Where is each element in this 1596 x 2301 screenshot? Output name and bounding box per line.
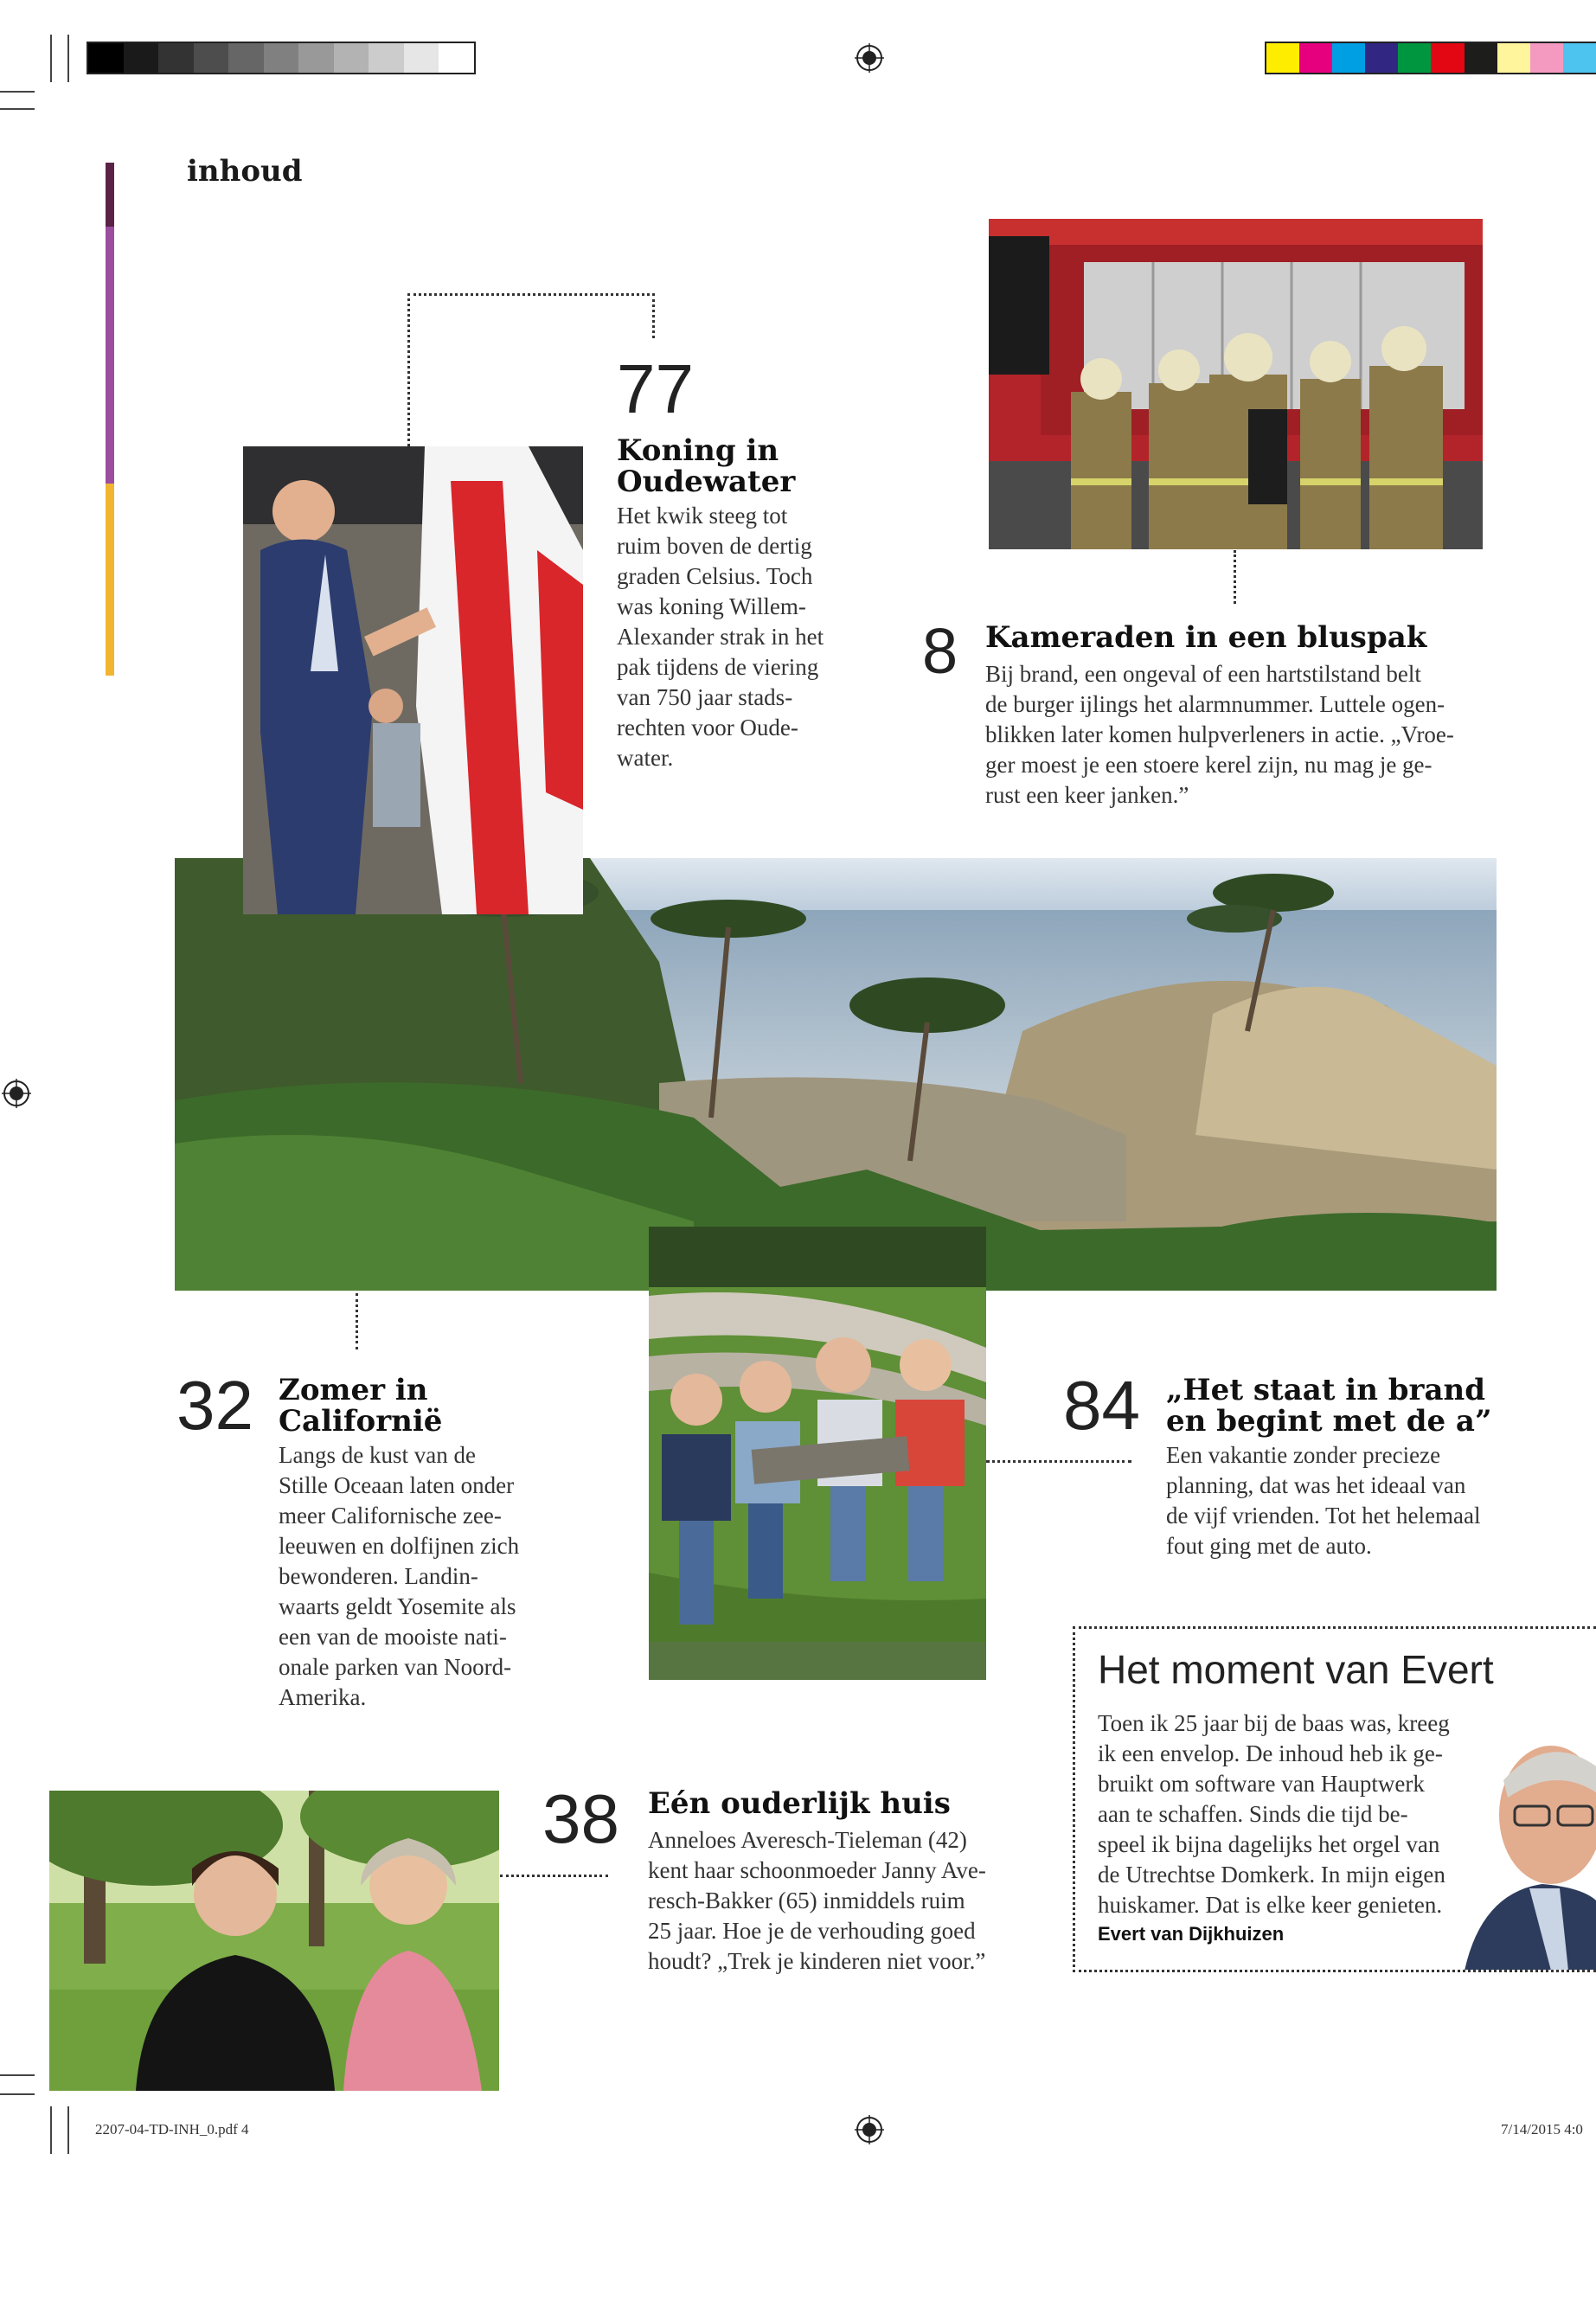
article-title: Kameraden in een bluspak: [985, 620, 1427, 655]
article-32[interactable]: [279, 1375, 564, 1713]
connector-line: [356, 1293, 358, 1349]
crop-mark: [50, 35, 52, 82]
registration-mark-icon: [855, 43, 884, 73]
article-title: „Het staat in brand en begint met de a”: [1166, 1373, 1492, 1439]
photo-five-friends: [649, 1227, 986, 1680]
footer-file: 2207-04-TD-INH_0.pdf 4: [95, 2121, 249, 2138]
footer-date: 7/14/2015 4:0: [1501, 2121, 1583, 2138]
photo-california-coast: [175, 858, 1497, 1291]
crop-mark: [0, 2074, 35, 2076]
connector-line: [500, 1875, 608, 1877]
crop-mark: [67, 2106, 69, 2154]
crop-mark: [0, 91, 35, 93]
photo-two-women: [49, 1791, 499, 2091]
section-label: inhoud: [187, 154, 303, 189]
article-body: Anneloes Averesch-Tieleman (42) kent haar schoonmoeder Janny Ave- resch-Bakker (65) inmiddels ruim 25 jaar. Hoe je de verhouding goed houdt? „Trek je kinderen niet voor.”: [648, 1826, 986, 1974]
article-84[interactable]: [1166, 1375, 1564, 1561]
page-number: 32: [176, 1367, 253, 1444]
photo-evert: [1447, 1711, 1596, 1971]
column-title: Het moment van Evert: [1098, 1647, 1494, 1692]
page-number: 8: [922, 615, 958, 687]
page-number: 84: [1063, 1367, 1140, 1444]
article-body: Langs de kust van de Stille Oceaan laten onder meer Californische zee- leeuwen en dolfijnen zich bewonderen. Landin- waarts geldt Yosemite als een van de mooiste nati- onale parken van Noord- Amerika.: [279, 1442, 520, 1711]
article-body: Het kwik steeg tot ruim boven de dertig graden Celsius. Toch was koning Willem- Alexander strak in het pak tijdens de viering van 750 jaar stads- rechten voor Oude- water.: [617, 503, 824, 772]
article-77[interactable]: [617, 350, 868, 773]
article-title: Zomer in Californië: [279, 1373, 443, 1439]
section-color-bar: [106, 163, 114, 676]
connector-line: [407, 293, 655, 296]
page-number: 77: [617, 350, 694, 427]
article-title: Eén ouderlijk huis: [648, 1786, 951, 1821]
color-bar: [1265, 42, 1596, 74]
article-title: Koning in Oudewater: [617, 433, 796, 499]
article-8[interactable]: [985, 620, 1504, 811]
article-body: Bij brand, een ongeval of een hartstilstand belt de burger ijlings het alarmnummer. Luttele ogen- blikken later komen hulpverleners in actie. „Vroe- ger moest je een stoere kerel zijn, nu mag je ge- rust een keer janken.”: [985, 660, 1454, 808]
connector-line: [407, 293, 410, 446]
page-number: 38: [542, 1780, 619, 1857]
crop-mark: [50, 2106, 52, 2154]
photo-firefighters: [989, 219, 1483, 549]
photo-king-oudewater: [243, 446, 583, 914]
crop-mark: [0, 2093, 35, 2095]
crop-mark: [0, 108, 35, 110]
article-38[interactable]: [648, 1786, 1046, 1977]
grayscale-bar: [87, 42, 476, 74]
article-body: Een vakantie zonder precieze planning, dat was het ideaal van de vijf vrienden. Tot het helemaal fout ging met de auto.: [1166, 1442, 1481, 1560]
column-body: Toen ik 25 jaar bij de baas was, kreeg ik een envelop. De inhoud heb ik ge- bruikt om software van Hauptwerk aan te schaffen. Sinds die tijd be- speel ik bijna dagelijks het orgel van de Utrechtse Domkerk. In mijn eigen huiskamer. Dat is elke keer genieten.: [1098, 1710, 1450, 1918]
column-box[interactable]: [1073, 1626, 1596, 1972]
registration-mark-icon: [855, 2115, 884, 2144]
registration-mark-icon: [2, 1079, 31, 1108]
column-author: Evert van Dijkhuizen: [1098, 1923, 1285, 1945]
connector-line: [986, 1460, 1131, 1463]
crop-mark: [67, 35, 69, 82]
connector-line: [1234, 550, 1236, 604]
connector-line: [652, 293, 655, 338]
